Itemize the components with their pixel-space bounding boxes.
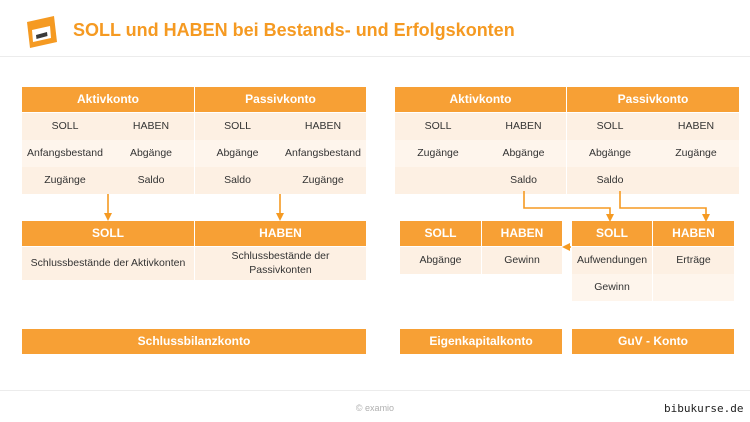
right-guv-cell: Erträge <box>653 247 734 274</box>
right-ek-cell: Abgänge <box>400 247 481 274</box>
right-guv-konto-label: GuV - Konto <box>572 329 734 354</box>
left-aktiv-haben: HABEN <box>108 113 194 140</box>
left-schluss-haben-header: HABEN <box>195 221 366 246</box>
right-ek-cell: Gewinn <box>482 247 562 274</box>
right-aktiv-soll: SOLL <box>395 113 481 140</box>
left-aktiv-cell: Saldo <box>108 167 194 194</box>
left-aktiv-soll: SOLL <box>22 113 108 140</box>
right-aktiv-cell <box>395 167 481 194</box>
right-guv-soll-header: SOLL <box>572 221 652 246</box>
right-passiv-cell: Saldo <box>567 167 653 194</box>
right-aktiv-cell: Saldo <box>481 167 566 194</box>
left-passiv-cell: Anfangsbestand <box>280 140 366 167</box>
right-passiv-haben: HABEN <box>653 113 739 140</box>
left-schlussbilanzkonto-label: Schlussbilanzkonto <box>22 329 366 354</box>
right-passiv-soll: SOLL <box>567 113 653 140</box>
left-aktivkonto-title: Aktivkonto <box>22 87 194 112</box>
watermark-text: bibukurse.de <box>664 402 744 415</box>
right-guv-cell <box>653 274 734 301</box>
right-guv-haben-header: HABEN <box>653 221 734 246</box>
left-aktiv-cell: Abgänge <box>108 140 194 167</box>
footer-divider <box>0 390 750 391</box>
header-divider <box>0 56 750 57</box>
copyright-text: © examio <box>355 403 395 413</box>
right-aktiv-cell: Abgänge <box>481 140 566 167</box>
right-ek-soll-header: SOLL <box>400 221 481 246</box>
right-aktivkonto-title: Aktivkonto <box>395 87 566 112</box>
left-passiv-haben: HABEN <box>280 113 366 140</box>
left-passiv-soll: SOLL <box>195 113 280 140</box>
right-eigenkapitalkonto-label: Eigenkapitalkonto <box>400 329 562 354</box>
right-passiv-cell: Abgänge <box>567 140 653 167</box>
right-aktiv-haben: HABEN <box>481 113 566 140</box>
arrow-passiv-saldo-to-guv-haben <box>620 191 706 218</box>
left-passivkonto-title: Passivkonto <box>195 87 366 112</box>
right-passiv-cell: Zugänge <box>653 140 739 167</box>
left-schluss-haben-text: Schlussbestände der Passivkonten <box>195 247 366 280</box>
page-title: SOLL und HABEN bei Bestands- und Erfolgskonten <box>73 20 515 40</box>
right-aktiv-cell: Zugänge <box>395 140 481 167</box>
right-guv-cell: Gewinn <box>572 274 652 301</box>
left-aktiv-cell: Zugänge <box>22 167 108 194</box>
right-passiv-cell <box>653 167 739 194</box>
right-ek-haben-header: HABEN <box>482 221 562 246</box>
left-passiv-cell: Abgänge <box>195 140 280 167</box>
arrow-aktiv-saldo-to-guv-soll <box>524 191 610 218</box>
left-aktiv-cell: Anfangsbestand <box>22 140 108 167</box>
right-guv-cell: Aufwendungen <box>572 247 652 274</box>
left-schluss-soll-header: SOLL <box>22 221 194 246</box>
examio-logo-icon <box>24 14 60 50</box>
left-passiv-cell: Zugänge <box>280 167 366 194</box>
left-passiv-cell: Saldo <box>195 167 280 194</box>
right-passivkonto-title: Passivkonto <box>567 87 739 112</box>
left-schluss-soll-text: Schlussbestände der Aktivkonten <box>22 247 194 280</box>
